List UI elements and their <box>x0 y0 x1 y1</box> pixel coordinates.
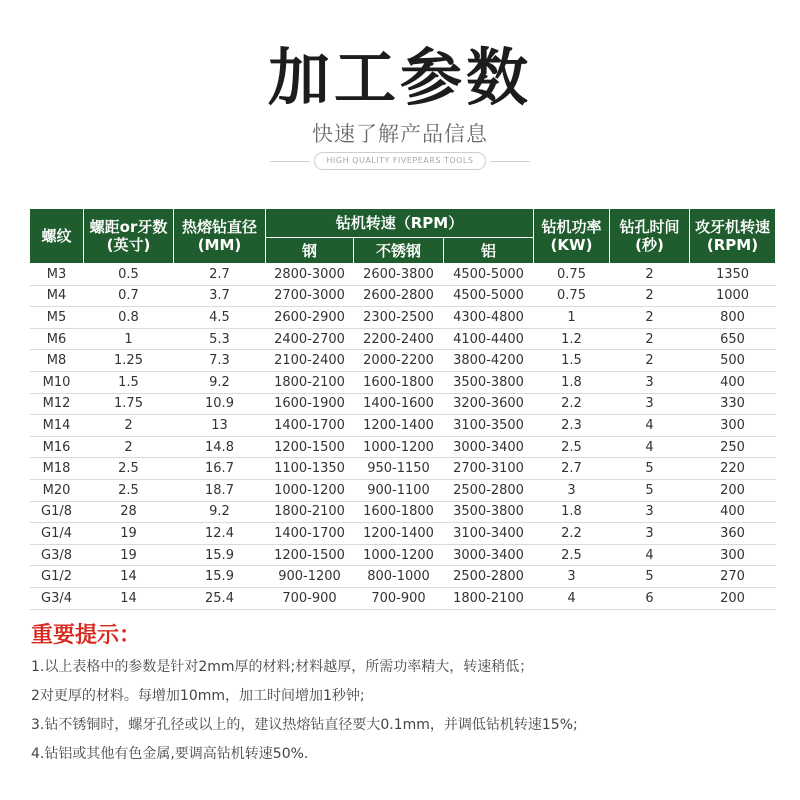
cell-tap-speed: 300 <box>690 544 776 566</box>
table-row <box>30 328 776 350</box>
cell-tap-speed: 1000 <box>690 285 776 307</box>
table-row <box>30 415 776 437</box>
cell-steel-speed: 1800-2100 <box>266 371 354 393</box>
cell-tap-speed: 360 <box>690 523 776 545</box>
parameters-table <box>29 208 776 610</box>
cell-time: 4 <box>610 415 690 437</box>
cell-stainless-speed: 1600-1800 <box>354 501 444 523</box>
cell-steel-speed: 1800-2100 <box>266 501 354 523</box>
cell-power: 1 <box>534 307 610 329</box>
cell-power: 1.2 <box>534 328 610 350</box>
cell-pitch: 0.8 <box>84 307 174 329</box>
cell-diameter: 3.7 <box>174 285 266 307</box>
cell-thread: M3 <box>30 264 84 286</box>
cell-stainless-speed: 700-900 <box>354 587 444 609</box>
cell-diameter: 13 <box>174 415 266 437</box>
cell-stainless-speed: 1600-1800 <box>354 371 444 393</box>
cell-aluminum-speed: 4100-4400 <box>444 328 534 350</box>
cell-diameter: 4.5 <box>174 307 266 329</box>
cell-power: 1.8 <box>534 371 610 393</box>
cell-aluminum-speed: 2500-2800 <box>444 479 534 501</box>
cell-diameter: 12.4 <box>174 523 266 545</box>
cell-power: 1.8 <box>534 501 610 523</box>
cell-tap-speed: 200 <box>690 479 776 501</box>
cell-stainless-speed: 2200-2400 <box>354 328 444 350</box>
note-item: 4.钻铝或其他有色金属,要调高钻机转速50%. <box>31 746 309 762</box>
cell-diameter: 15.9 <box>174 544 266 566</box>
cell-pitch: 1.25 <box>84 350 174 372</box>
cell-aluminum-speed: 4500-5000 <box>444 264 534 286</box>
table-row <box>30 523 776 545</box>
header-drill-power: 钻机功率 (KW) <box>534 209 610 264</box>
page-title: 加工参数 <box>267 41 532 114</box>
cell-tap-speed: 400 <box>690 371 776 393</box>
cell-power: 4 <box>534 587 610 609</box>
cell-tap-speed: 220 <box>690 458 776 480</box>
cell-thread: M4 <box>30 285 84 307</box>
cell-time: 2 <box>610 264 690 286</box>
cell-time: 5 <box>610 479 690 501</box>
cell-pitch: 0.7 <box>84 285 174 307</box>
cell-thread: M8 <box>30 350 84 372</box>
cell-steel-speed: 2100-2400 <box>266 350 354 372</box>
cell-steel-speed: 2400-2700 <box>266 328 354 350</box>
cell-aluminum-speed: 3500-3800 <box>444 501 534 523</box>
cell-time: 3 <box>610 393 690 415</box>
header-aluminum: 铝 <box>444 238 534 264</box>
cell-aluminum-speed: 3000-3400 <box>444 436 534 458</box>
cell-time: 3 <box>610 371 690 393</box>
header-stainless: 不锈钢 <box>354 238 444 264</box>
header-drill-diameter: 热熔钻直径 (MM) <box>174 209 266 264</box>
cell-time: 5 <box>610 458 690 480</box>
cell-time: 2 <box>610 285 690 307</box>
cell-tap-speed: 650 <box>690 328 776 350</box>
cell-stainless-speed: 1000-1200 <box>354 436 444 458</box>
cell-stainless-speed: 2000-2200 <box>354 350 444 372</box>
table-row <box>30 393 776 415</box>
cell-pitch: 0.5 <box>84 264 174 286</box>
table-row <box>30 436 776 458</box>
cell-pitch: 1 <box>84 328 174 350</box>
cell-pitch: 14 <box>84 566 174 588</box>
cell-aluminum-speed: 3100-3400 <box>444 523 534 545</box>
table-body <box>30 264 776 610</box>
cell-aluminum-speed: 3100-3500 <box>444 415 534 437</box>
cell-steel-speed: 2700-3000 <box>266 285 354 307</box>
cell-tap-speed: 800 <box>690 307 776 329</box>
header-pitch: 螺距or牙数 (英寸) <box>84 209 174 264</box>
cell-thread: G3/8 <box>30 544 84 566</box>
cell-time: 2 <box>610 350 690 372</box>
cell-diameter: 7.3 <box>174 350 266 372</box>
header-tap-speed: 攻牙机转速 (RPM) <box>690 209 776 264</box>
cell-time: 6 <box>610 587 690 609</box>
cell-aluminum-speed: 4500-5000 <box>444 285 534 307</box>
brand-banner <box>0 152 800 170</box>
cell-time: 2 <box>610 328 690 350</box>
note-item: 1.以上表格中的参数是针对2mm厚的材料;材料越厚，所需功率精大，转速稍低； <box>31 659 534 675</box>
cell-tap-speed: 300 <box>690 415 776 437</box>
cell-pitch: 19 <box>84 523 174 545</box>
cell-power: 0.75 <box>534 285 610 307</box>
cell-steel-speed: 1600-1900 <box>266 393 354 415</box>
cell-stainless-speed: 2600-3800 <box>354 264 444 286</box>
cell-diameter: 14.8 <box>174 436 266 458</box>
cell-stainless-speed: 1200-1400 <box>354 415 444 437</box>
cell-steel-speed: 1200-1500 <box>266 436 354 458</box>
cell-tap-speed: 200 <box>690 587 776 609</box>
cell-thread: M14 <box>30 415 84 437</box>
cell-steel-speed: 900-1200 <box>266 566 354 588</box>
cell-aluminum-speed: 4300-4800 <box>444 307 534 329</box>
cell-power: 0.75 <box>534 264 610 286</box>
cell-thread: G3/4 <box>30 587 84 609</box>
cell-thread: M18 <box>30 458 84 480</box>
cell-diameter: 5.3 <box>174 328 266 350</box>
cell-thread: M16 <box>30 436 84 458</box>
cell-pitch: 2.5 <box>84 479 174 501</box>
cell-tap-speed: 1350 <box>690 264 776 286</box>
cell-steel-speed: 1200-1500 <box>266 544 354 566</box>
cell-pitch: 2 <box>84 436 174 458</box>
cell-aluminum-speed: 3000-3400 <box>444 544 534 566</box>
header-thread: 螺纹 <box>30 209 84 264</box>
divider-left <box>270 161 310 162</box>
cell-steel-speed: 1000-1200 <box>266 479 354 501</box>
cell-power: 2.2 <box>534 523 610 545</box>
cell-steel-speed: 2600-2900 <box>266 307 354 329</box>
table-row <box>30 371 776 393</box>
cell-diameter: 9.2 <box>174 501 266 523</box>
cell-diameter: 10.9 <box>174 393 266 415</box>
cell-tap-speed: 270 <box>690 566 776 588</box>
cell-power: 2.5 <box>534 544 610 566</box>
cell-tap-speed: 250 <box>690 436 776 458</box>
table-row <box>30 350 776 372</box>
table-row <box>30 307 776 329</box>
cell-stainless-speed: 800-1000 <box>354 566 444 588</box>
cell-time: 5 <box>610 566 690 588</box>
cell-power: 3 <box>534 566 610 588</box>
cell-power: 1.5 <box>534 350 610 372</box>
cell-aluminum-speed: 2500-2800 <box>444 566 534 588</box>
cell-aluminum-speed: 3200-3600 <box>444 393 534 415</box>
cell-steel-speed: 700-900 <box>266 587 354 609</box>
cell-stainless-speed: 1000-1200 <box>354 544 444 566</box>
page-subtitle: 快速了解产品信息 <box>312 122 488 146</box>
cell-thread: M12 <box>30 393 84 415</box>
cell-thread: G1/4 <box>30 523 84 545</box>
table-row <box>30 458 776 480</box>
cell-power: 2.2 <box>534 393 610 415</box>
note-item: 2对更厚的材料。每增加10mm，加工时间增加1秒钟; <box>31 688 365 704</box>
cell-thread: M20 <box>30 479 84 501</box>
cell-thread: G1/2 <box>30 566 84 588</box>
note-item: 3.钻不锈铜时，螺牙孔径或以上的，建议热熔钻直径要大0.1mm，并调低钻机转速15%; <box>31 717 578 733</box>
cell-power: 3 <box>534 479 610 501</box>
cell-thread: G1/8 <box>30 501 84 523</box>
cell-pitch: 14 <box>84 587 174 609</box>
cell-power: 2.3 <box>534 415 610 437</box>
table-row <box>30 264 776 286</box>
table-row <box>30 544 776 566</box>
cell-steel-speed: 1400-1700 <box>266 415 354 437</box>
cell-stainless-speed: 2600-2800 <box>354 285 444 307</box>
header-steel: 钢 <box>266 238 354 264</box>
cell-thread: M5 <box>30 307 84 329</box>
cell-pitch: 2 <box>84 415 174 437</box>
cell-steel-speed: 2800-3000 <box>266 264 354 286</box>
cell-diameter: 16.7 <box>174 458 266 480</box>
table-row <box>30 587 776 609</box>
cell-steel-speed: 1100-1350 <box>266 458 354 480</box>
divider-right <box>490 161 530 162</box>
cell-stainless-speed: 2300-2500 <box>354 307 444 329</box>
cell-pitch: 1.75 <box>84 393 174 415</box>
cell-aluminum-speed: 3500-3800 <box>444 371 534 393</box>
cell-pitch: 2.5 <box>84 458 174 480</box>
cell-power: 2.7 <box>534 458 610 480</box>
cell-pitch: 28 <box>84 501 174 523</box>
cell-tap-speed: 400 <box>690 501 776 523</box>
cell-diameter: 18.7 <box>174 479 266 501</box>
cell-diameter: 9.2 <box>174 371 266 393</box>
header-drill-speed: 钻机转速（RPM） <box>266 209 534 238</box>
cell-time: 3 <box>610 501 690 523</box>
cell-thread: M10 <box>30 371 84 393</box>
cell-time: 4 <box>610 436 690 458</box>
cell-aluminum-speed: 3800-4200 <box>444 350 534 372</box>
cell-diameter: 15.9 <box>174 566 266 588</box>
cell-time: 3 <box>610 523 690 545</box>
cell-diameter: 2.7 <box>174 264 266 286</box>
cell-stainless-speed: 950-1150 <box>354 458 444 480</box>
cell-stainless-speed: 1200-1400 <box>354 523 444 545</box>
notes-title: 重要提示： <box>31 623 142 648</box>
cell-tap-speed: 500 <box>690 350 776 372</box>
cell-power: 2.5 <box>534 436 610 458</box>
cell-pitch: 19 <box>84 544 174 566</box>
table-row <box>30 285 776 307</box>
cell-stainless-speed: 1400-1600 <box>354 393 444 415</box>
header-drill-time: 钻孔时间 (秒) <box>610 209 690 264</box>
cell-tap-speed: 330 <box>690 393 776 415</box>
cell-time: 2 <box>610 307 690 329</box>
cell-aluminum-speed: 1800-2100 <box>444 587 534 609</box>
cell-stainless-speed: 900-1100 <box>354 479 444 501</box>
table-row <box>30 501 776 523</box>
notes-list <box>31 657 578 773</box>
cell-pitch: 1.5 <box>84 371 174 393</box>
cell-steel-speed: 1400-1700 <box>266 523 354 545</box>
cell-thread: M6 <box>30 328 84 350</box>
cell-diameter: 25.4 <box>174 587 266 609</box>
cell-aluminum-speed: 2700-3100 <box>444 458 534 480</box>
cell-time: 4 <box>610 544 690 566</box>
table-row <box>30 566 776 588</box>
brand-banner-text: HIGH QUALITY FIVEPEARS TOOLS <box>314 152 487 170</box>
table-row <box>30 479 776 501</box>
